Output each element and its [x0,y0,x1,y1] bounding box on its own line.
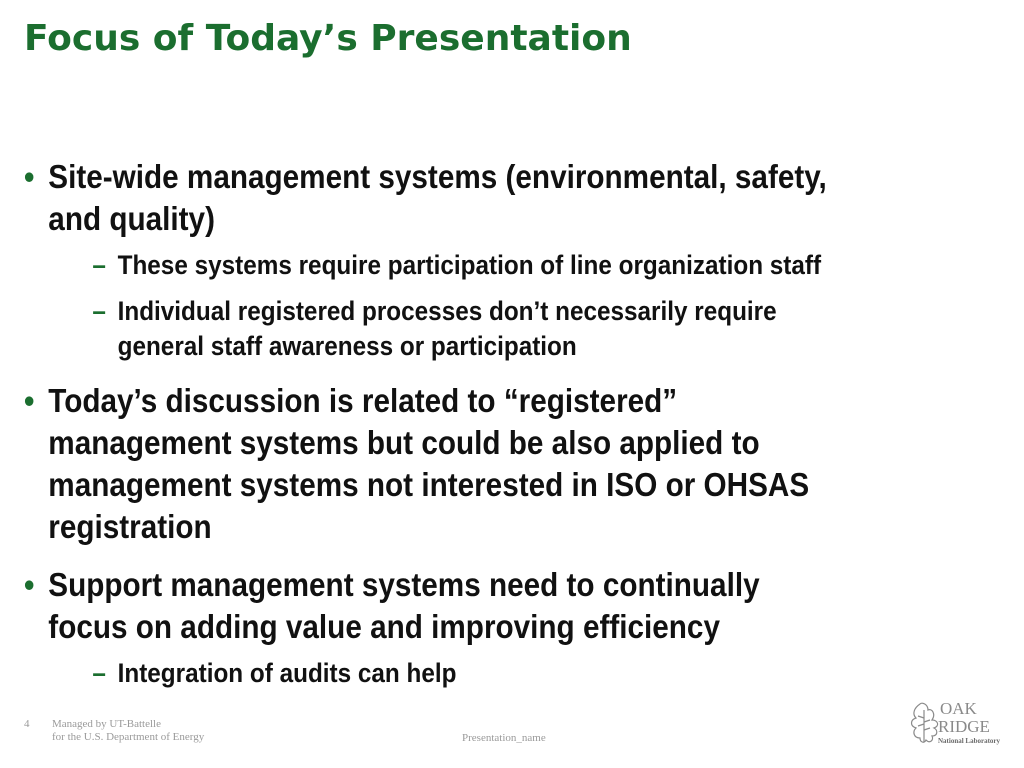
bullet-todays-discussion: • Today’s discussion is related to “registered” management systems but could be also applied to management systems not interested in ISO or OHSAS registration [24,380,834,548]
sub-bullet-registered-processes: – Individual registered processes don’t necessarily require general staff awareness or participation [92,294,834,364]
page-number: 4 [24,718,30,730]
logo-text-ridge: RIDGE [938,717,990,736]
bullet-site-wide-systems: • Site-wide management systems (environmental, safety, and quality) [24,156,834,240]
slide-title: Focus of Today’s Presentation [24,18,632,59]
managed-by-line-1: Managed by UT-Battelle [52,718,161,730]
managed-by-text [52,718,204,744]
managed-by-line-2: for the U.S. Department of Energy [52,731,205,743]
presentation-name: Presentation_name [462,732,546,744]
oak-ridge-logo [906,696,1002,750]
oak-leaf-icon [912,703,938,742]
bullet-support-systems: • Support management systems need to continually focus on adding value and improving efficiency [24,564,834,648]
sub-bullet-line-org-participation: – These systems require participation of line organization staff [92,248,834,283]
sub-bullet-audit-integration: – Integration of audits can help [92,656,834,691]
logo-text-national-laboratory: National Laboratory [938,737,1001,745]
logo-text-oak: OAK [940,699,977,718]
slide-content [24,156,834,702]
